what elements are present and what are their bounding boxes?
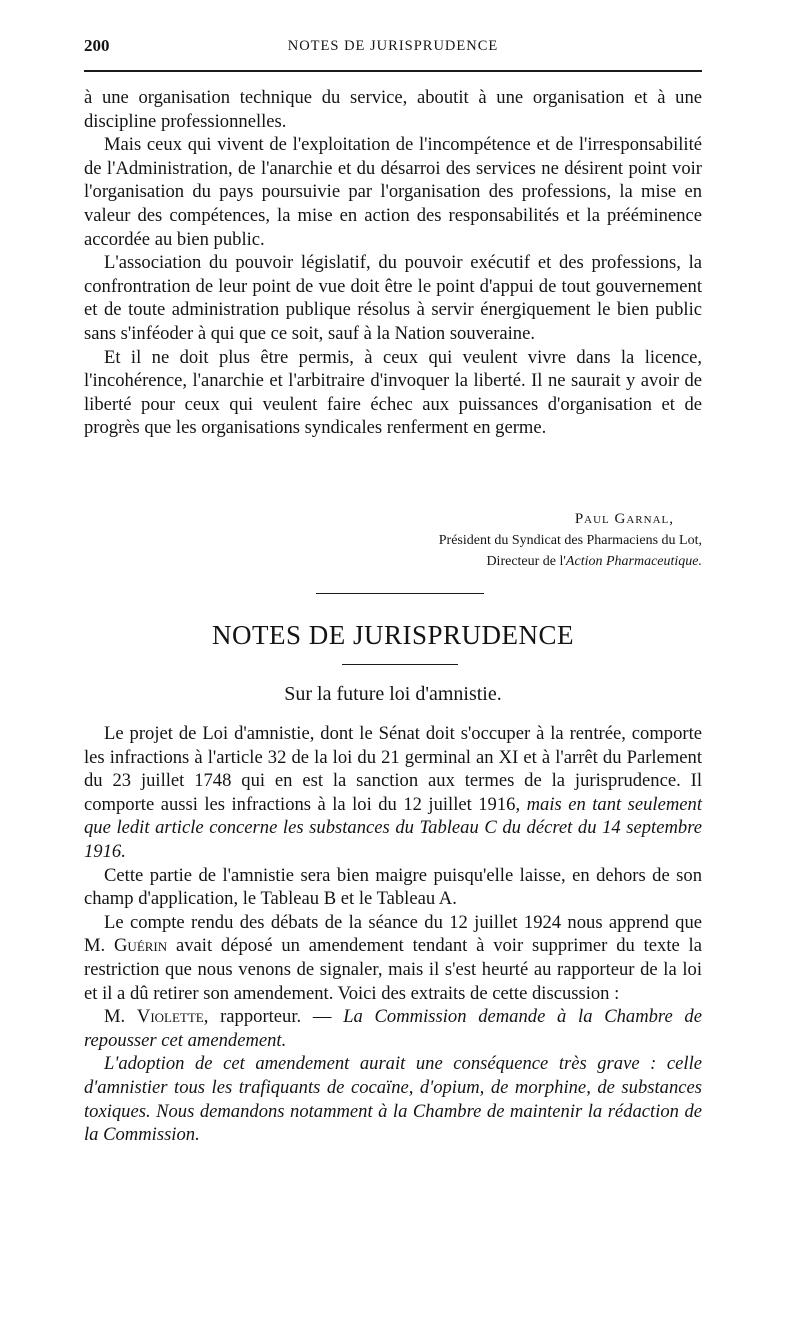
signature-title — [84, 551, 702, 572]
page-number: 200 — [84, 36, 110, 55]
title-underline — [342, 664, 458, 665]
italic-text: La Commission demande à la Chambre de repousser cet amendement. — [84, 1006, 702, 1051]
italic-text: L'adoption de cet amendement aurait une conséquence très grave : celle d'amnistier tous les trafiquants de cocaïne, d'opium, de morphine, de substances toxiques. Nous demandons notamment à la Chambre de maintenir la rédaction de la Commission. — [84, 1053, 702, 1146]
separator-rule — [316, 593, 484, 594]
paragraph-text: M. — [104, 1006, 137, 1028]
header-rule — [84, 70, 702, 72]
rapporteur-name: Violette — [136, 1006, 204, 1028]
paragraph: Et il ne doit plus être permis, à ceux qui veulent vivre dans la licence, l'incohérence, l'anarchie et l'arbitraire d'invoquer la liberté. Il ne saurait y avoir de liberté pour ceux qui veulent faire échec aux puissances d'organisation et de progrès que les organisations syndicales renferment en germe. — [84, 346, 702, 439]
italic-text: mais en tant seulement que ledit article concerne les substances du Tableau C du décret du 14 septembre 1916. — [84, 793, 702, 862]
paragraph-text: Le projet de Loi d'amnistie, dont le Sénat doit s'occuper à la rentrée, comporte les infractions à l'article 32 de la loi du 21 germinal an XI et à l'arrêt du Parlement du 23 juillet 1748 qui en est la sanction aux termes de la jurisprudence. Il comporte aussi les infractions à la loi du 12 juillet 1916, — [84, 723, 702, 815]
paragraph: à une organisation technique du service, aboutit à une organisation et à une discipline professionnelles. — [84, 87, 702, 132]
signature-prefix: Directeur de l' — [486, 554, 566, 569]
paragraph — [84, 722, 702, 864]
signature-block — [84, 508, 702, 572]
running-head — [84, 36, 702, 58]
paragraph — [84, 1005, 702, 1052]
journal-title: Action Pharmaceutique. — [565, 554, 702, 569]
running-title: NOTES DE JURISPRUDENCE — [287, 38, 499, 54]
paragraph: Mais ceux qui vivent de l'exploitation de l'incompétence et de l'irresponsabilité de l'Administration, de l'anarchie et du désarroi des services ne désirent point voir l'organisation du pays poursuivie par l'organisation des professions, la mise en valeur des compétences, la mise en action des responsabilités et la prééminence accordée au bien public. — [84, 134, 702, 250]
paragraph-text: avait déposé un amendement tendant à voir supprimer du texte la restriction que nous venons de signaler, mais il s'est heurté au rapporteur de la loi et il a dû retirer son amendement. Voici des extraits de cette discussion : — [84, 935, 702, 1004]
paragraph: Cette partie de l'amnistie sera bien maigre puisqu'elle laisse, en dehors de son champ d'application, le Tableau B et le Tableau A. — [84, 864, 702, 910]
paragraph-text: Le compte rendu des débats de la séance du 12 juillet 1924 nous apprend que M. — [84, 911, 702, 957]
subheading: Sur la future loi d'amnistie. — [284, 683, 502, 705]
article-continuation — [84, 86, 702, 440]
paragraph — [84, 911, 702, 1005]
paragraph: L'association du pouvoir législatif, du pouvoir exécutif et des professions, la confrontration de leur point de vue doit être le point d'appui de tout gouvernement et de toute administration publique résolus à servir énergiquement le bien public sans s'inféoder à qui que ce soit, sauf à la Nation souveraine. — [84, 252, 702, 344]
deputy-name: Guérin — [114, 935, 168, 957]
signature-name: Paul Garnal, — [574, 511, 674, 527]
section-title: NOTES DE JURISPRUDENCE — [211, 620, 575, 650]
paragraph-text: , rapporteur. — — [203, 1006, 344, 1028]
paragraph — [84, 1052, 702, 1146]
section-body — [84, 722, 702, 1147]
signature-title: Président du Syndicat des Pharmaciens du Lot, — [438, 533, 702, 548]
